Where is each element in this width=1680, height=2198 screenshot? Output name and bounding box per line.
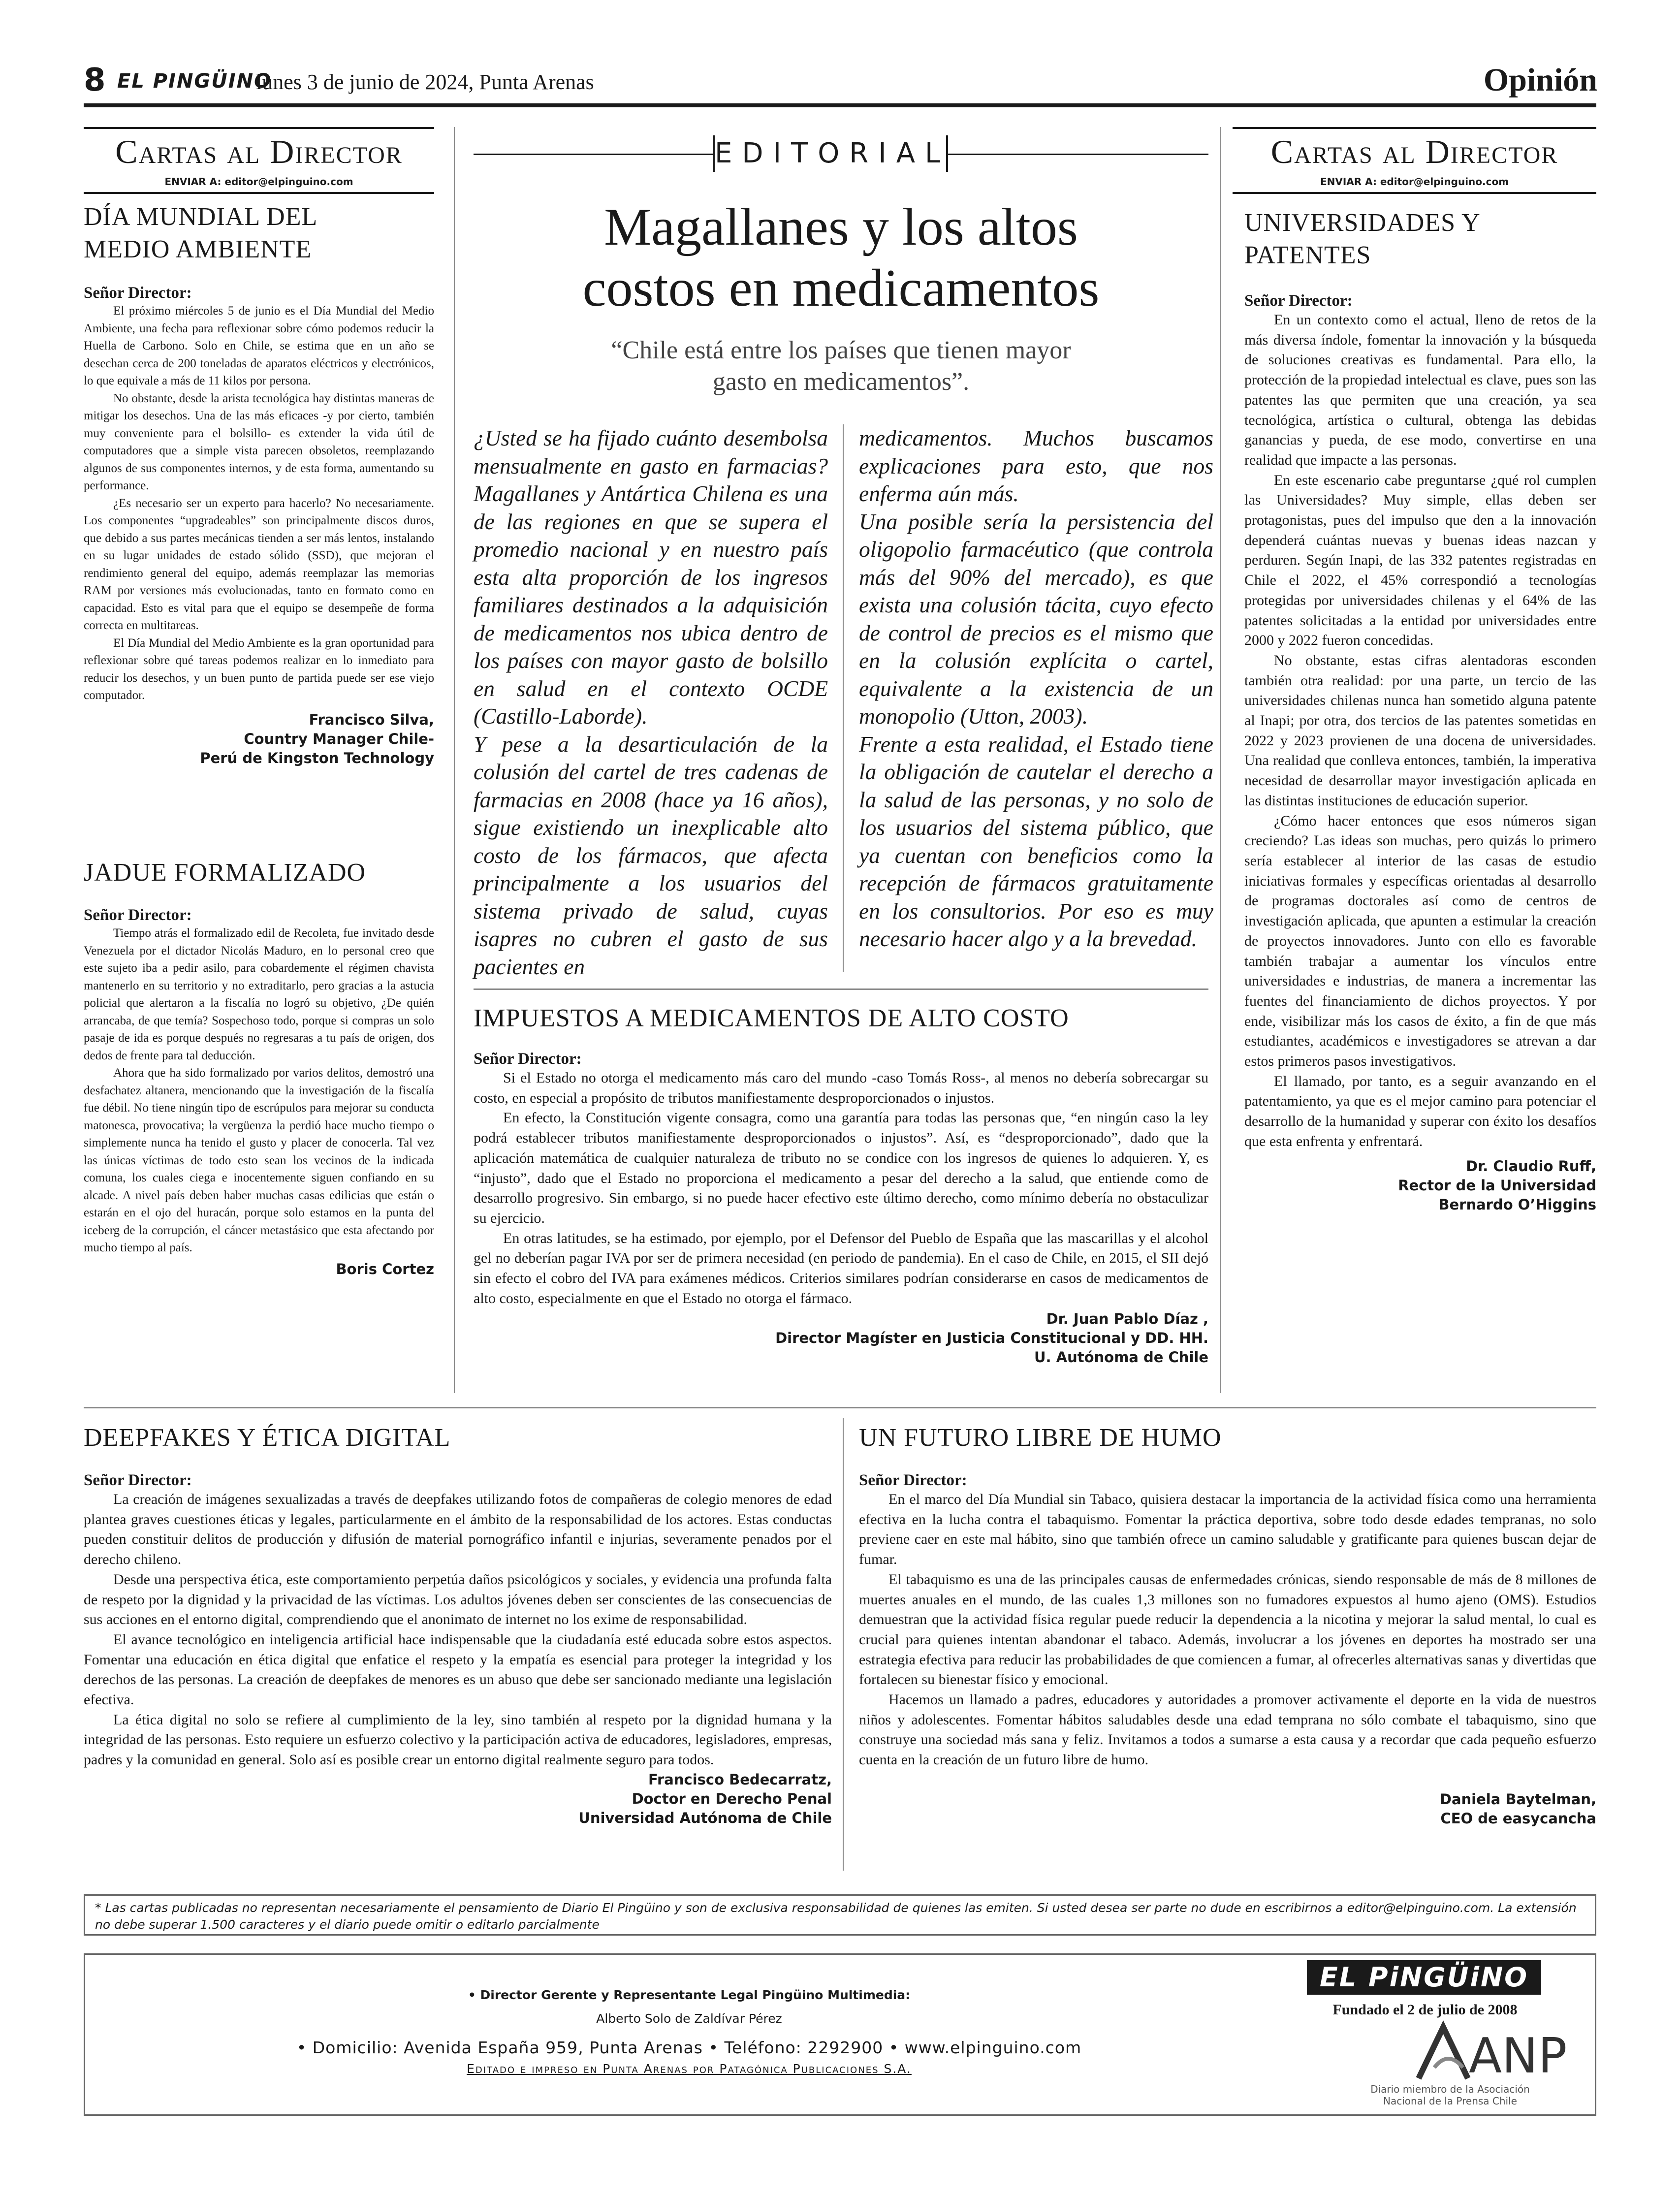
director-line: • Director Gerente y Representante Legal Pingüino Multimedia: (468, 1988, 911, 2002)
page-number: 8 (84, 62, 106, 98)
signature-line: Dr. Claudio Ruff, (1466, 1157, 1596, 1175)
letter-jadue (84, 857, 434, 1279)
issue-date: lunes 3 de junio de 2024, Punta Arenas (256, 70, 594, 94)
paragraph: El tabaquismo es una de las principales causas de enfermedades crónicas, siendo responsable de más de 8 millones de muertes anuales en el mundo, de las cuales 1,3 millones son no fumadores expuestos al humo ajeno (OMS). Estudios demuestran que la actividad física regular puede reducir la dependencia a la nicotina y mejorar la salud mental, lo cual es crucial para quienes intentan abandonar el tabaco. Además, involucrar a los jóvenes en deportes ha mostrado ser una estrategia efectiva para reducir las probabilidades de que comiencen a fumar, al ofrecerles alternativas sanas y divertidas que fortalecen su bienestar físico y emocional. (859, 1571, 1596, 1688)
signature-line: U. Autónoma de Chile (1034, 1349, 1208, 1366)
salutation: Señor Director: (1244, 292, 1353, 310)
signature-line: Universidad Autónoma de Chile (578, 1809, 832, 1826)
cartas-header-left (84, 127, 434, 194)
footer-credits (266, 1987, 1112, 2077)
signature-line: Bernardo O’Higgins (1438, 1196, 1596, 1213)
paragraph: medicamentos. Muchos buscamos explicaciones para esto, que nos enferma aún más. (859, 425, 1213, 506)
column-rule (843, 1418, 844, 1871)
quote-line: “Chile está entre los países que tienen mayor (611, 336, 1071, 364)
signature-line: Daniela Baytelman, (1439, 1790, 1596, 1808)
paragraph: En otras latitudes, se ha estimado, por ejemplo, por el Defensor del Pueblo de España que las mascarillas y el alcohol gel no deberían pagar IVA por ser de primera necesidad (en periodo de pandemia). En el caso de Chile, en 2015, el SII dejó sin efecto el cobro del IVA para exámenes médicos. Criterios similares podrían considerarse en casos de medicamentos de alto costo, especialmente en que el Estado no otorga el fármaco. (474, 1230, 1208, 1306)
anp-logo-icon (1409, 2020, 1567, 2084)
paragraph: Una posible sería la persistencia del oligopolio farmacéutico (que controla más del 90% del mercado), es que exista una colusión tácita, cuyo efecto de control de precios es el mismo que en la colusión explícita o cartel, equivalente a la existencia de un monopolio (Utton, 2003). (859, 509, 1213, 729)
letter-deepfakes (84, 1422, 832, 1828)
anp-caption (1344, 2083, 1556, 2107)
paragraph: Hacemos un llamado a padres, educadores y autoridades a promover activamente el deporte en la vida de nuestros niños y adolescentes. Fomentar hábitos saludables desde una edad temprana no sólo combate el tabaquismo, sino que construye una sociedad más sana y feliz. Invitamos a todos a sumarse a esta causa y a recordar que cada pequeño esfuerzo cuenta en la creación de un futuro libre de humo. (859, 1691, 1596, 1768)
anp-a-shape (1419, 2027, 1468, 2078)
section-title: Opinión (1483, 62, 1597, 98)
letter-universidades (1244, 207, 1596, 1214)
letter-headline (84, 201, 434, 266)
el-pinguino-logo: EL PiNGÜiNO (1307, 1960, 1541, 1995)
editorial-column-2 (859, 424, 1213, 953)
section-rule (84, 1407, 1596, 1408)
cartas-send-to: ENVIAR A: editor@elpinguino.com (164, 176, 353, 188)
signature-line: Director Magíster en Justicia Constitucional y DD. HH. (775, 1330, 1208, 1347)
paragraph: No obstante, estas cifras alentadoras esconden también otra realidad: por una parte, un tercio de las universidades chilenas nunca han sometido alguna patente al Inapi; por otra, dos tercios de las patentes sometidas en 2022 y 2023 provienen de una docena de universidades. Una realidad que conlleva entonces, también, la imperativa necesidad de desarrollar mayor investigación aplicada en las distintas instituciones de educación superior. (1244, 652, 1596, 809)
editorial-column-1 (474, 424, 828, 981)
paragraph: El próximo miércoles 5 de junio es el Día Mundial del Medio Ambiente, una fecha para reflexionar sobre cómo podemos reducir la Huella de Carbono. Solo en Chile, se estima que en un año se desechan cerca de 200 toneladas de aparatos eléctricos y electrónicos, lo que equivale a más de 11 kilos por persona. (84, 304, 434, 387)
anp-text: ANP (1469, 2028, 1567, 2084)
signature (84, 710, 434, 768)
cartas-send-to: ENVIAR A: editor@elpinguino.com (1320, 176, 1509, 188)
caption-line: Diario miembro de la Asociación (1370, 2083, 1530, 2095)
column-rule (843, 424, 844, 972)
headline-line: MEDIO AMBIENTE (84, 235, 312, 263)
letter-headline (1244, 207, 1596, 272)
column-rule (1220, 127, 1221, 1393)
paragraph: En un contexto como el actual, lleno de retos de la más diversa índole, fomentar la innovación y la búsqueda de soluciones creativas es fundamental. Para ello, la protección de la propiedad intelectual es clave, pues son las patentes las que permiten que una creación, ya sea tecnológica, artística o cultural, obtenga las debidas ganancias y pueda, de ese modo, convertirse en una realidad que impacte a las personas. (1244, 312, 1596, 468)
paragraph: En efecto, la Constitución vigente consagra, como una garantía para todas las personas que, “en ningún caso la ley podrá establecer tributos manifiestamente desproporcionados o injustos”. Así, es “desproporcionado”, dado que la aplicación matemática de cualquier naturaleza de tributo no se condice con los ingresos de quienes lo adquieren. Y, es “injusto”, dado que el Estado no proporciona el medicamento a pesar del derecho a la salud, que entiende como de desarrollo progresivo. Sin embargo, si no puede hacer efectivo este último derecho, como mínimo debería no obstaculizar su ejercicio. (474, 1110, 1208, 1226)
paragraph: Tiempo atrás el formalizado edil de Recoleta, fue invitado desde Venezuela por el dictador Nicolás Maduro, en lo personal creo que este sujeto iba a pedir asilo, para cobardemente el régimen chavista mantenerlo en su territorio y no extraditarlo, pero gracias a la astucia policial que alertaron a la fiscalía no logró su objetivo, ¿De quién arrancaba, de que temía? Sospechoso todo, porque si compras un solo pasaje de ida es porque después no regresaras a tu país de origen, dos dedos de frente para tal deducción. (84, 926, 434, 1062)
separator-rule (474, 988, 1208, 990)
headline-line: DÍA MUNDIAL DEL (84, 203, 318, 231)
signature (84, 1770, 832, 1828)
paragraph: Y pese a la desarticulación de la colusión del cartel de tres cadenas de farmacias en 2008 (hace ya 16 años), sigue existiendo un inexplicable alto costo de los fármacos, que afecta principalmente a los usuarios del sistema privado de salud, cuyas isapres no cubren el gasto de sus pacientes en (474, 731, 828, 979)
signature-line: Francisco Silva, (309, 711, 434, 728)
paragraph: La ética digital no solo se refiere al cumplimiento de la ley, sino también al respeto por la dignidad humana y la integridad de las personas. Esto requiere un esfuerzo colectivo y la participación activa de educadores, legisladores, empresas, padres y la comunidad en general. Solo así es posible crear un entorno digital realmente seguro para todos. (84, 1711, 832, 1768)
paragraph: ¿Cómo hacer entonces que esos números sigan creciendo? Las ideas son muchas, pero quizás lo primero sería establecer al interior de las casas de estudio iniciativas formales y específicas orientadas al desarrollo de programas doctorales así como de centros de investigación aplicada, que apunten a estimular la creación de proyectos innovadores. Junto con ello es favorable también trabajar a aumentar los vínculos entre universidades e industrias, de manera a incrementar las fuentes del financiamiento de dichos proyectos. Y por ende, visibilizar más los casos de éxito, a fin de que más estudiantes, académicos e investigadores se atrevan a dar estos primeros pasos investigativos. (1244, 812, 1596, 1070)
salutation: Señor Director: (84, 1471, 192, 1489)
salutation: Señor Director: (859, 1471, 967, 1489)
editorial-title-text (474, 197, 1208, 319)
title-line: Magallanes y los altos (604, 198, 1078, 256)
signature-line: Rector de la Universidad (1398, 1177, 1596, 1194)
paragraph: Si el Estado no otorga el medicamento más caro del mundo -caso Tomás Ross-, al menos no debería sobrecargar su costo, en especial a propósito de tributos manifiestamente desproporcionados o injustos. (474, 1070, 1208, 1106)
editorial-tag: EDITORIAL (713, 135, 948, 172)
headline-line: UNIVERSIDADES Y (1244, 209, 1481, 237)
cartas-header-right (1233, 127, 1596, 194)
letter-medio-ambiente (84, 201, 434, 768)
paragraph: El llamado, por tanto, es a seguir avanzando en el patentamiento, ya que es el mejor camino para potenciar el desarrollo de la humanidad y superar con éxito los desafíos que esta enfrenta y enfrentará. (1244, 1073, 1596, 1149)
letter-headline: UN FUTURO LIBRE DE HUMO (859, 1424, 1222, 1452)
caption-line: Nacional de la Prensa Chile (1383, 2095, 1517, 2107)
signature-line: Dr. Juan Pablo Díaz , (1046, 1310, 1208, 1328)
paragraph: El avance tecnológico en inteligencia artificial hace indispensable que la ciudadanía esté educada sobre estos aspectos. Fomentar una educación en ética digital que enfatice el respeto y la empatía es esencial para proteger la integridad y los derechos de las personas. La creación de deepfakes de menores es un abuso que debe ser sancionado mediante una legislación efectiva. (84, 1631, 832, 1708)
signature-line: CEO de easycancha (1440, 1810, 1596, 1827)
signature-line: Boris Cortez (336, 1260, 434, 1277)
title-line: costos en medicamentos (582, 259, 1100, 318)
paragraph: En este escenario cabe preguntarse ¿qué rol cumplen las Universidades? Muy simple, ellas deben ser protagonistas, pues del impulso que den a la innovación dependerá cuántas nuevas y buenas ideas nazcan y perduren. Según Inapi, de las 332 patentes registradas en Chile el 2022, el 45% correspondió a tecnologías protegidas por universidades chilenas y el 64% de las patentes solicitadas a la entidad por universidades entre 2000 y 2022 fueron concedidas. (1244, 472, 1596, 649)
founded-date: Fundado el 2 de julio de 2008 (1332, 2002, 1518, 2018)
paragraph: El Día Mundial del Medio Ambiente es la gran oportunidad para reflexionar sobre qué tareas podemos realizar en lo inmediato para reducir los desechos, y un buen punto de partida puede ser ese viejo computador. (84, 636, 434, 702)
signature-line: Perú de Kingston Technology (200, 749, 434, 766)
contact-line: • Domicilio: Avenida España 959, Punta Arenas • Teléfono: 2292900 • www.elpinguino.com (296, 2038, 1082, 2057)
cartas-title: Cartas al Director (1270, 133, 1558, 170)
salutation: Señor Director: (84, 284, 192, 302)
salutation: Señor Director: (474, 1050, 582, 1068)
column-rule (454, 127, 455, 1393)
signature (84, 1260, 434, 1279)
editorial-quote (474, 335, 1208, 398)
paragraph: Desde una perspectiva ética, este comportamiento perpetúa daños psicológicos y sociales, y evidencia una profunda falta de respeto por la dignidad y la privacidad de las víctimas. Los adultos jóvenes deben ser conscientes de las consecuencias de sus acciones en el entorno digital, comprendiendo que el anonimato de internet no los exime de responsabilidad. (84, 1571, 832, 1628)
paragraph: ¿Es necesario ser un experto para hacerlo? No necesariamente. Los componentes “upgradeables” son principalmente discos duros, que debido a sus partes mecánicas tienden a ser más lentos, instalando en su lugar unidades de estado sólido (SSD), que mejoran el rendimiento general del equipo, además reemplazar las memorias RAM por versiones más evolucionadas, tanto en formato como en capacidad. Esto es vital para que el equipo se desempeñe de forma correcta en multitareas. (84, 496, 434, 632)
salutation: Señor Director: (84, 906, 192, 924)
signature-line: Doctor en Derecho Penal (632, 1790, 832, 1807)
signature (474, 1309, 1208, 1367)
signature (859, 1790, 1596, 1828)
headline-line: PATENTES (1244, 241, 1371, 269)
masthead-logo: EL PINGÜINO (117, 70, 272, 93)
disclaimer: * Las cartas publicadas no representan necesariamente el pensamiento de Diario El Pingüino y son de exclusiva responsabilidad de quienes las emiten. Si usted desea ser parte no dude en escribirnos a editor@elpinguino.com. La extensión no debe superar 1.500 caracteres y el diario puede omitir o editarlo parcialmente (84, 1894, 1596, 1936)
paragraph: ¿Usted se ha fijado cuánto desembolsa mensualmente en gasto en farmacias? Magallanes y Antártica Chilena es una de las regiones en que se supera el promedio nacional y en nuestro país esta alta proporción de los ingresos familiares destinados a la adquisición de medicamentos nos ubica dentro de los países con mayor gasto de bolsillo en salud en el contexto OCDE (Castillo-Laborde). (474, 425, 828, 729)
director-name: Alberto Solo de Zaldívar Pérez (596, 2011, 782, 2026)
signature-line: Country Manager Chile- (244, 730, 434, 747)
letter-humo (859, 1422, 1596, 1828)
cartas-title: Cartas al Director (115, 133, 403, 170)
signature (1244, 1157, 1596, 1214)
letter-impuestos (474, 1002, 1208, 1367)
paragraph: Ahora que ha sido formalizado por varios delitos, demostró una desfachatez altanera, mencionando que la investigación de la fiscalía fue débil. No tiene ningún tipo de escrúpulos para mejorar su conducta matonesca, provocativa; la vergüenza la perdió hace mucho tiempo o simplemente nunca ha tenido el gusto y placer de conocerla. Tal vez las únicas víctimas de todo esto sean los vecinos de la indicada comuna, los cuales ciega e inocentemente siguen confiando en su alcade. A nivel país deben haber muchas casas edilicias que están o estarán en el ojo del huracán, porque solo estamos en la punta del iceberg de la corrupción, el cáncer metastásico que esta afectando por mucho tiempo al país. (84, 1066, 434, 1254)
paragraph: No obstante, desde la arista tecnológica hay distintas maneras de mitigar los desechos. Una de las más eficaces -y por cierto, también muy conveniente para el bolsillo- es extender la vida útil de computadores que a simple vista parecen obsoletos, reemplazando algunos de sus componentes internos, y de esta forma, aumentando su performance. (84, 391, 434, 492)
header-rule (84, 103, 1596, 107)
quote-line: gasto en medicamentos”. (712, 368, 970, 396)
edited-line: Editado e impreso en Punta Arenas por Patagónica Publicaciones S.A. (467, 2062, 912, 2076)
letter-headline: DEEPFAKES Y ÉTICA DIGITAL (84, 1424, 451, 1452)
paragraph: Frente a esta realidad, el Estado tiene la obligación de cautelar el derecho a la salud de las personas, y no solo de los usuarios del sistema público, que ya cuentan con beneficios como la recepción de fármacos gratuitamente en los consultorios. Por eso es muy necesario hacer algo y a la brevedad. (859, 731, 1213, 951)
letter-headline: IMPUESTOS A MEDICAMENTOS DE ALTO COSTO (474, 1004, 1069, 1032)
letter-headline: JADUE FORMALIZADO (84, 859, 366, 887)
paragraph: La creación de imágenes sexualizadas a través de deepfakes utilizando fotos de compañeras de colegio menores de edad plantea graves cuestiones éticas y legales, particularmente en el ámbito de la responsabilidad de los actores. Estas conductas pueden constituir delitos de producción y difusión de material pornográfico infantil e injurias, severamente penados por el derecho chileno. (84, 1491, 832, 1568)
editorial-title (474, 197, 1208, 319)
paragraph: En el marco del Día Mundial sin Tabaco, quisiera destacar la importancia de la actividad física como una herramienta efectiva en la lucha contra el tabaquismo. Fomentar la práctica deportiva, sobre todo desde edades tempranas, no solo previene caer en este mal hábito, sino que también ofrece un camino saludable y gratificante para quienes buscan dejar de fumar. (859, 1491, 1596, 1568)
signature-line: Francisco Bedecarratz, (648, 1771, 832, 1788)
